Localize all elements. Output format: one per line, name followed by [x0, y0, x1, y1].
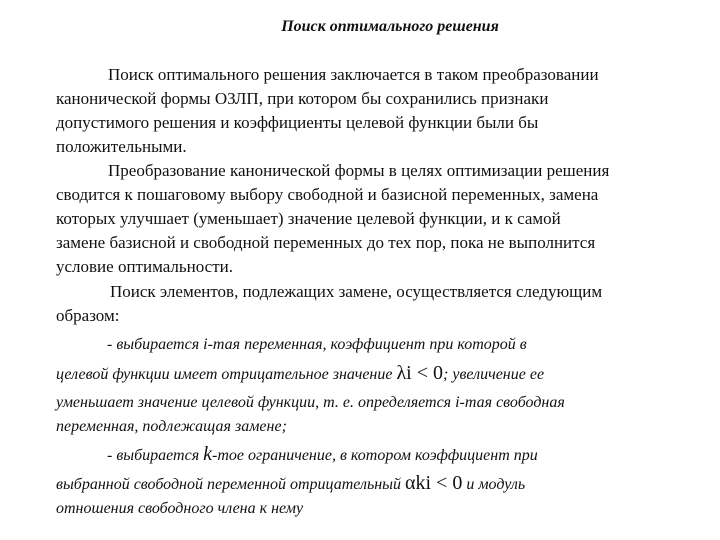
- bullet-1-line-2-text: целевой функции имеет отрицательное значение: [56, 366, 397, 383]
- bullet-2-line-2-tail: и модуль: [462, 476, 526, 493]
- bullet-2-line-1-tail: -тое ограничение, в котором коэффициент при: [212, 447, 538, 464]
- bullet-1-line-2: [56, 362, 544, 386]
- bullet-1-line-3: уменьшает значение целевой функции, т. е. определяется i-тая свободная: [56, 394, 565, 411]
- lambda-condition: λi < 0: [396, 362, 444, 384]
- paragraph-1-line-2: канонической формы ОЗЛП, при котором бы сохранились признаки: [56, 89, 549, 108]
- bullet-1-line-4: переменная, подлежащая замене;: [56, 418, 287, 435]
- paragraph-2-line-3: которых улучшает (уменьшает) значение целевой функции, и к самой: [56, 209, 561, 228]
- paragraph-1-line-3: допустимого решения и коэффициенты целевой функции были бы: [56, 113, 539, 132]
- paragraph-2-line-2: сводится к пошаговому выбору свободной и базисной переменных, замена: [56, 185, 599, 204]
- paragraph-2-line-5: условие оптимальности.: [56, 257, 233, 276]
- paragraph-3-line-1: Поиск элементов, подлежащих замене, осуществляется следующим: [110, 282, 603, 301]
- paragraph-2-line-1: Преобразование канонической формы в целях оптимизации решения: [108, 161, 610, 180]
- alpha-condition: αki < 0: [405, 472, 463, 494]
- page-title: Поиск оптимального решения: [281, 18, 499, 35]
- bullet-2-line-1-text: - выбирается: [107, 447, 204, 464]
- bullet-2-line-2: [56, 472, 525, 496]
- bullet-1-line-1: - выбирается i-тая переменная, коэффициент при которой в: [107, 336, 527, 353]
- paragraph-3-line-2: образом:: [56, 306, 120, 325]
- paragraph-1-line-4: положительными.: [56, 137, 187, 156]
- paragraph-2-line-4: замене базисной и свободной переменных до тех пор, пока не выполнится: [56, 233, 596, 252]
- k-symbol: k: [203, 443, 213, 465]
- bullet-1-line-2-tail: ; увеличение ее: [443, 366, 545, 383]
- bullet-2-line-3: отношения свободного члена к нему: [56, 500, 304, 517]
- paragraph-1-line-1: Поиск оптимального решения заключается в таком преобразовании: [108, 65, 599, 84]
- bullet-2-line-2-text: выбранной свободной переменной отрицательный: [56, 476, 406, 493]
- bullet-2-line-1: [107, 443, 538, 467]
